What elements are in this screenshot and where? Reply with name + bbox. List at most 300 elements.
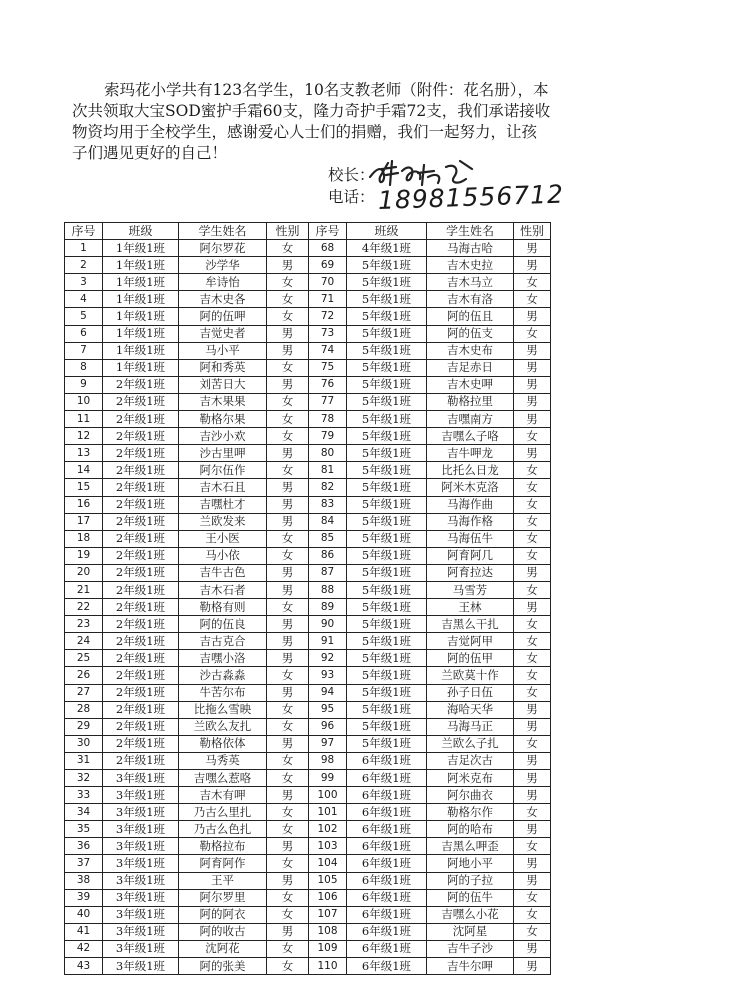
row-number: 78 xyxy=(309,411,347,428)
gender: 女 xyxy=(267,906,309,923)
student-name: 吉牛子沙 xyxy=(427,940,514,957)
gender: 女 xyxy=(267,889,309,906)
letter-body-text: 索玛花小学共有123名学生，10名支教老师（附件：花名册），本次共领取大宝SOD蜜护手霜60支，隆力奇护手霜72支，我们承诺接收物资均用于全校学生，感谢爱心人士们的捐赠，我们一起努力，让孩子们遇见更好的自己！ xyxy=(72,81,551,162)
student-name: 吉木石者 xyxy=(179,581,267,598)
class-name: 5年级1班 xyxy=(347,650,427,667)
row-number: 10 xyxy=(65,393,103,410)
class-name: 5年级1班 xyxy=(347,291,427,308)
student-name: 马海马正 xyxy=(427,718,514,735)
student-name: 吉木史呷 xyxy=(427,376,514,393)
phone-label: 电话： xyxy=(328,188,375,206)
student-name: 阿尔曲衣 xyxy=(427,787,514,804)
student-name: 沙古里呷 xyxy=(179,445,267,462)
gender: 女 xyxy=(514,479,551,496)
class-name: 2年级1班 xyxy=(103,633,179,650)
row-number: 26 xyxy=(65,667,103,684)
column-header: 性别 xyxy=(514,223,551,240)
class-name: 2年级1班 xyxy=(103,752,179,769)
row-number: 95 xyxy=(309,701,347,718)
class-name: 3年级1班 xyxy=(103,770,179,787)
class-name: 2年级1班 xyxy=(103,650,179,667)
class-name: 6年级1班 xyxy=(347,787,427,804)
row-number: 29 xyxy=(65,718,103,735)
class-name: 5年级1班 xyxy=(347,257,427,274)
student-name: 王小医 xyxy=(179,530,267,547)
row-number: 13 xyxy=(65,445,103,462)
table-row xyxy=(65,855,551,872)
table-row xyxy=(65,342,551,359)
row-number: 85 xyxy=(309,530,347,547)
student-name: 勒格依体 xyxy=(179,735,267,752)
student-name: 勒格拉里 xyxy=(427,393,514,410)
student-name: 勒格尔作 xyxy=(427,804,514,821)
class-name: 1年级1班 xyxy=(103,274,179,291)
gender: 男 xyxy=(267,513,309,530)
gender: 女 xyxy=(267,718,309,735)
row-number: 80 xyxy=(309,445,347,462)
table-header-row xyxy=(65,223,551,240)
row-number: 41 xyxy=(65,923,103,940)
row-number: 88 xyxy=(309,581,347,598)
student-name: 马海作曲 xyxy=(427,496,514,513)
class-name: 2年级1班 xyxy=(103,513,179,530)
row-number: 20 xyxy=(65,564,103,581)
gender: 女 xyxy=(267,940,309,957)
class-name: 5年级1班 xyxy=(347,376,427,393)
class-name: 1年级1班 xyxy=(103,308,179,325)
student-name: 吉觉史者 xyxy=(179,325,267,342)
table-row xyxy=(65,411,551,428)
gender: 女 xyxy=(514,735,551,752)
class-name: 3年级1班 xyxy=(103,855,179,872)
table-row xyxy=(65,376,551,393)
student-name: 牟诗怡 xyxy=(179,274,267,291)
gender: 女 xyxy=(514,291,551,308)
row-number: 71 xyxy=(309,291,347,308)
gender: 女 xyxy=(267,804,309,821)
gender: 男 xyxy=(267,838,309,855)
table-row xyxy=(65,462,551,479)
gender: 女 xyxy=(514,581,551,598)
gender: 女 xyxy=(267,547,309,564)
table-row xyxy=(65,325,551,342)
gender: 男 xyxy=(514,240,551,257)
class-name: 2年级1班 xyxy=(103,735,179,752)
class-name: 2年级1班 xyxy=(103,376,179,393)
gender: 男 xyxy=(514,393,551,410)
student-name: 马海古哈 xyxy=(427,240,514,257)
gender: 男 xyxy=(514,342,551,359)
row-number: 16 xyxy=(65,496,103,513)
row-number: 98 xyxy=(309,752,347,769)
gender: 女 xyxy=(514,650,551,667)
row-number: 19 xyxy=(65,547,103,564)
row-number: 22 xyxy=(65,599,103,616)
row-number: 68 xyxy=(309,240,347,257)
row-number: 37 xyxy=(65,855,103,872)
student-name: 吉沙小欢 xyxy=(179,428,267,445)
class-name: 5年级1班 xyxy=(347,667,427,684)
row-number: 77 xyxy=(309,393,347,410)
table-row xyxy=(65,428,551,445)
student-name: 比拖么雪映 xyxy=(179,701,267,718)
student-name: 沙学华 xyxy=(179,257,267,274)
class-name: 5年级1班 xyxy=(347,633,427,650)
table-row xyxy=(65,701,551,718)
row-number: 24 xyxy=(65,633,103,650)
gender: 男 xyxy=(514,752,551,769)
gender: 女 xyxy=(514,496,551,513)
table-row xyxy=(65,616,551,633)
gender: 女 xyxy=(267,770,309,787)
gender: 男 xyxy=(267,496,309,513)
class-name: 5年级1班 xyxy=(347,581,427,598)
row-number: 94 xyxy=(309,684,347,701)
student-name: 兰欧么友扎 xyxy=(179,718,267,735)
student-name: 马雪芳 xyxy=(427,581,514,598)
row-number: 14 xyxy=(65,462,103,479)
gender: 女 xyxy=(267,291,309,308)
student-name: 沙古淼淼 xyxy=(179,667,267,684)
row-number: 40 xyxy=(65,906,103,923)
class-name: 2年级1班 xyxy=(103,411,179,428)
table-row xyxy=(65,240,551,257)
student-name: 兰欧莫十作 xyxy=(427,667,514,684)
gender: 男 xyxy=(514,821,551,838)
row-number: 28 xyxy=(65,701,103,718)
gender: 女 xyxy=(514,923,551,940)
row-number: 39 xyxy=(65,889,103,906)
class-name: 1年级1班 xyxy=(103,240,179,257)
student-name: 阿的伍甲 xyxy=(427,650,514,667)
student-name: 吉足赤日 xyxy=(427,359,514,376)
student-name: 吉黑么干扎 xyxy=(427,616,514,633)
row-number: 83 xyxy=(309,496,347,513)
row-number: 38 xyxy=(65,872,103,889)
class-name: 2年级1班 xyxy=(103,616,179,633)
gender: 男 xyxy=(514,257,551,274)
student-name: 阿米木克洛 xyxy=(427,479,514,496)
class-name: 5年级1班 xyxy=(347,308,427,325)
row-number: 34 xyxy=(65,804,103,821)
row-number: 103 xyxy=(309,838,347,855)
gender: 女 xyxy=(267,599,309,616)
gender: 女 xyxy=(514,667,551,684)
student-name: 阿尔罗里 xyxy=(179,889,267,906)
student-roster-table xyxy=(64,222,551,975)
class-name: 5年级1班 xyxy=(347,411,427,428)
row-number: 107 xyxy=(309,906,347,923)
class-name: 4年级1班 xyxy=(347,240,427,257)
student-name: 孙子日伍 xyxy=(427,684,514,701)
class-name: 6年级1班 xyxy=(347,838,427,855)
class-name: 3年级1班 xyxy=(103,906,179,923)
table-row xyxy=(65,650,551,667)
class-name: 3年级1班 xyxy=(103,940,179,957)
student-name: 吉木石且 xyxy=(179,479,267,496)
gender: 男 xyxy=(267,257,309,274)
row-number: 106 xyxy=(309,889,347,906)
gender: 男 xyxy=(267,445,309,462)
student-name: 阿的伍良 xyxy=(179,616,267,633)
gender: 女 xyxy=(267,462,309,479)
row-number: 8 xyxy=(65,359,103,376)
student-name: 吉嘿小洛 xyxy=(179,650,267,667)
row-number: 108 xyxy=(309,923,347,940)
gender: 男 xyxy=(267,616,309,633)
class-name: 3年级1班 xyxy=(103,958,179,975)
student-name: 勒格有则 xyxy=(179,599,267,616)
row-number: 11 xyxy=(65,411,103,428)
class-name: 6年级1班 xyxy=(347,770,427,787)
student-name: 阿的伍支 xyxy=(427,325,514,342)
class-name: 2年级1班 xyxy=(103,599,179,616)
student-name: 阿的伍呷 xyxy=(179,308,267,325)
student-name: 阿尔罗花 xyxy=(179,240,267,257)
gender: 女 xyxy=(267,240,309,257)
table-row xyxy=(65,479,551,496)
gender: 男 xyxy=(514,359,551,376)
class-name: 5年级1班 xyxy=(347,445,427,462)
column-header: 序号 xyxy=(65,223,103,240)
table-row xyxy=(65,838,551,855)
table-row xyxy=(65,821,551,838)
class-name: 2年级1班 xyxy=(103,547,179,564)
row-number: 42 xyxy=(65,940,103,957)
row-number: 74 xyxy=(309,342,347,359)
class-name: 6年级1班 xyxy=(347,923,427,940)
student-name: 乃古么色扎 xyxy=(179,821,267,838)
table-row xyxy=(65,308,551,325)
gender: 男 xyxy=(514,770,551,787)
gender: 女 xyxy=(514,889,551,906)
table-row xyxy=(65,906,551,923)
column-header: 学生姓名 xyxy=(427,223,514,240)
student-name: 沈阿花 xyxy=(179,940,267,957)
gender: 男 xyxy=(514,787,551,804)
class-name: 5年级1班 xyxy=(347,496,427,513)
gender: 女 xyxy=(267,428,309,445)
class-name: 5年级1班 xyxy=(347,599,427,616)
class-name: 6年级1班 xyxy=(347,804,427,821)
row-number: 102 xyxy=(309,821,347,838)
class-name: 1年级1班 xyxy=(103,359,179,376)
column-header: 学生姓名 xyxy=(179,223,267,240)
student-name: 阿尔伍作 xyxy=(179,462,267,479)
table-row xyxy=(65,752,551,769)
gender: 女 xyxy=(514,530,551,547)
row-number: 73 xyxy=(309,325,347,342)
gender: 男 xyxy=(267,479,309,496)
student-name: 吉木有呷 xyxy=(179,787,267,804)
class-name: 2年级1班 xyxy=(103,479,179,496)
gender: 男 xyxy=(514,564,551,581)
row-number: 75 xyxy=(309,359,347,376)
class-name: 5年级1班 xyxy=(347,325,427,342)
class-name: 2年级1班 xyxy=(103,445,179,462)
student-name: 王平 xyxy=(179,872,267,889)
student-name: 吉牛呷龙 xyxy=(427,445,514,462)
student-name: 阿育拉达 xyxy=(427,564,514,581)
gender: 男 xyxy=(514,308,551,325)
gender: 男 xyxy=(267,633,309,650)
student-name: 吉嘿么小花 xyxy=(427,906,514,923)
class-name: 5年级1班 xyxy=(347,359,427,376)
gender: 女 xyxy=(514,906,551,923)
class-name: 5年级1班 xyxy=(347,393,427,410)
row-number: 5 xyxy=(65,308,103,325)
row-number: 86 xyxy=(309,547,347,564)
table-row xyxy=(65,770,551,787)
table-row xyxy=(65,633,551,650)
table-row xyxy=(65,667,551,684)
table-body xyxy=(65,240,551,975)
gender: 女 xyxy=(514,513,551,530)
gender: 女 xyxy=(267,274,309,291)
row-number: 69 xyxy=(309,257,347,274)
student-name: 马小平 xyxy=(179,342,267,359)
row-number: 32 xyxy=(65,770,103,787)
class-name: 5年级1班 xyxy=(347,701,427,718)
class-name: 2年级1班 xyxy=(103,496,179,513)
gender: 女 xyxy=(514,547,551,564)
class-name: 6年级1班 xyxy=(347,821,427,838)
row-number: 109 xyxy=(309,940,347,957)
table-row xyxy=(65,257,551,274)
phone-number: 18981556712 xyxy=(377,179,565,215)
gender: 男 xyxy=(514,701,551,718)
table-row xyxy=(65,581,551,598)
gender: 男 xyxy=(267,923,309,940)
row-number: 96 xyxy=(309,718,347,735)
gender: 女 xyxy=(267,855,309,872)
row-number: 81 xyxy=(309,462,347,479)
gender: 女 xyxy=(267,752,309,769)
gender: 女 xyxy=(267,411,309,428)
student-name: 吉嘿南方 xyxy=(427,411,514,428)
student-name: 兰欧发来 xyxy=(179,513,267,530)
class-name: 3年级1班 xyxy=(103,923,179,940)
student-name: 牛苦尔布 xyxy=(179,684,267,701)
student-name: 阿地小平 xyxy=(427,855,514,872)
gender: 女 xyxy=(514,633,551,650)
gender: 男 xyxy=(514,376,551,393)
row-number: 93 xyxy=(309,667,347,684)
student-name: 阿育阿几 xyxy=(427,547,514,564)
gender: 女 xyxy=(514,804,551,821)
row-number: 15 xyxy=(65,479,103,496)
gender: 男 xyxy=(514,958,551,975)
student-name: 阿的哈布 xyxy=(427,821,514,838)
row-number: 3 xyxy=(65,274,103,291)
table-row xyxy=(65,547,551,564)
row-number: 43 xyxy=(65,958,103,975)
student-name: 阿米克布 xyxy=(427,770,514,787)
gender: 男 xyxy=(267,735,309,752)
class-name: 5年级1班 xyxy=(347,735,427,752)
class-name: 3年级1班 xyxy=(103,838,179,855)
class-name: 5年级1班 xyxy=(347,274,427,291)
class-name: 5年级1班 xyxy=(347,530,427,547)
class-name: 3年级1班 xyxy=(103,821,179,838)
row-number: 30 xyxy=(65,735,103,752)
class-name: 6年级1班 xyxy=(347,958,427,975)
row-number: 4 xyxy=(65,291,103,308)
row-number: 89 xyxy=(309,599,347,616)
row-number: 90 xyxy=(309,616,347,633)
gender: 女 xyxy=(267,308,309,325)
class-name: 2年级1班 xyxy=(103,581,179,598)
student-name: 吉黑么呷歪 xyxy=(427,838,514,855)
student-name: 吉木果果 xyxy=(179,393,267,410)
class-name: 5年级1班 xyxy=(347,342,427,359)
row-number: 79 xyxy=(309,428,347,445)
student-name: 阿的子拉 xyxy=(427,872,514,889)
class-name: 2年级1班 xyxy=(103,428,179,445)
gender: 男 xyxy=(514,411,551,428)
student-name: 吉嘿么子咯 xyxy=(427,428,514,445)
row-number: 33 xyxy=(65,787,103,804)
gender: 女 xyxy=(267,667,309,684)
class-name: 3年级1班 xyxy=(103,787,179,804)
row-number: 21 xyxy=(65,581,103,598)
gender: 男 xyxy=(267,564,309,581)
class-name: 2年级1班 xyxy=(103,701,179,718)
gender: 男 xyxy=(514,599,551,616)
class-name: 5年级1班 xyxy=(347,428,427,445)
row-number: 100 xyxy=(309,787,347,804)
row-number: 92 xyxy=(309,650,347,667)
class-name: 1年级1班 xyxy=(103,342,179,359)
table-row xyxy=(65,274,551,291)
student-name: 沈阿星 xyxy=(427,923,514,940)
row-number: 7 xyxy=(65,342,103,359)
class-name: 5年级1班 xyxy=(347,547,427,564)
table-row xyxy=(65,718,551,735)
class-name: 5年级1班 xyxy=(347,684,427,701)
gender: 男 xyxy=(514,855,551,872)
student-name: 乃古么里扎 xyxy=(179,804,267,821)
student-name: 马小依 xyxy=(179,547,267,564)
gender: 男 xyxy=(514,718,551,735)
row-number: 36 xyxy=(65,838,103,855)
student-name: 海哈天华 xyxy=(427,701,514,718)
table-row xyxy=(65,599,551,616)
student-name: 阿的收古 xyxy=(179,923,267,940)
class-name: 3年级1班 xyxy=(103,889,179,906)
class-name: 5年级1班 xyxy=(347,479,427,496)
table-row xyxy=(65,359,551,376)
class-name: 1年级1班 xyxy=(103,291,179,308)
gender: 女 xyxy=(514,684,551,701)
student-name: 阿的阿衣 xyxy=(179,906,267,923)
student-name: 吉牛尔呷 xyxy=(427,958,514,975)
gender: 女 xyxy=(267,393,309,410)
student-name: 勒格拉布 xyxy=(179,838,267,855)
column-header: 性别 xyxy=(267,223,309,240)
table-row xyxy=(65,872,551,889)
class-name: 6年级1班 xyxy=(347,872,427,889)
class-name: 2年级1班 xyxy=(103,684,179,701)
class-name: 6年级1班 xyxy=(347,906,427,923)
student-name: 阿的张美 xyxy=(179,958,267,975)
class-name: 6年级1班 xyxy=(347,889,427,906)
row-number: 84 xyxy=(309,513,347,530)
table-row xyxy=(65,496,551,513)
row-number: 27 xyxy=(65,684,103,701)
student-name: 马秀英 xyxy=(179,752,267,769)
student-name: 吉足次古 xyxy=(427,752,514,769)
